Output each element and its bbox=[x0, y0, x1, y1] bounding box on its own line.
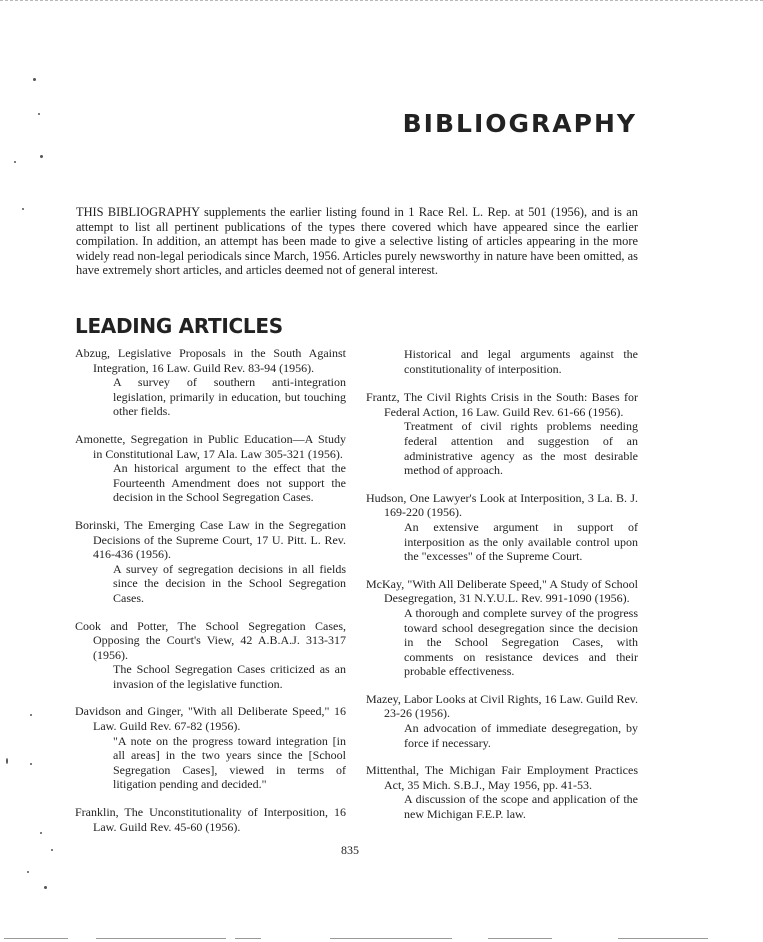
scan-edge-line bbox=[235, 938, 261, 939]
bibliography-entry bbox=[366, 692, 638, 750]
entry-annotation: A thorough and complete survey of the progress toward school desegregation since the decision in the School Segregation Cases, with comments on resistance devices and their probable effectiveness. bbox=[404, 605, 638, 679]
entry-citation: Abzug, Legislative Proposals in the South Against Integration, 16 Law. Guild Rev. 83-94 (1956). bbox=[75, 346, 346, 375]
scan-speck bbox=[6, 758, 8, 764]
bibliography-entry bbox=[75, 346, 346, 419]
bibliography-entry bbox=[366, 491, 638, 564]
scan-speck bbox=[40, 155, 43, 158]
entry-annotation: "A note on the progress toward integration [in all areas] in the two years since the [School Segregation Cases], viewed in terms of litigation pending and decided." bbox=[113, 733, 346, 792]
bibliography-entry bbox=[75, 432, 346, 505]
bibliography-entry bbox=[75, 805, 346, 834]
page-number: 835 bbox=[341, 843, 359, 857]
entry-citation: Mittenthal, The Michigan Fair Employment Practices Act, 35 Mich. S.B.J., May 1956, pp. 41-53. bbox=[366, 763, 638, 792]
entry-annotation: Treatment of civil rights problems needing federal attention and suggestion of an administrative agency as the most desirable method of approach. bbox=[404, 419, 638, 478]
scan-speck bbox=[14, 161, 16, 163]
scan-edge-line bbox=[4, 938, 68, 939]
scan-speck bbox=[38, 113, 40, 115]
entry-annotation: An advocation of immediate desegregation, by force if necessary. bbox=[404, 721, 638, 750]
entry-annotation: A survey of southern anti-integration legislation, primarily in education, but touching other fields. bbox=[113, 375, 346, 419]
scan-speck bbox=[40, 832, 42, 834]
scan-speck bbox=[30, 763, 32, 765]
entry-annotation: An extensive argument in support of interposition as the only available control upon the "excesses" of the Supreme Court. bbox=[404, 519, 638, 564]
scan-edge-line bbox=[618, 938, 708, 939]
scan-speck bbox=[30, 714, 32, 716]
bibliography-entry-continued bbox=[366, 347, 638, 376]
scan-edge-line bbox=[488, 938, 552, 939]
scan-speck bbox=[33, 78, 36, 81]
bibliography-entry bbox=[366, 390, 638, 478]
scan-edge-dashes bbox=[0, 0, 763, 2]
page-title: BIBLIOGRAPHY bbox=[402, 109, 637, 138]
entry-citation: Franklin, The Unconstitutionality of Interposition, 16 Law. Guild Rev. 45-60 (1956). bbox=[75, 805, 346, 834]
bibliography-entry bbox=[75, 518, 346, 606]
bibliography-entry bbox=[75, 619, 346, 692]
scan-speck bbox=[22, 208, 24, 210]
bibliography-entry bbox=[366, 763, 638, 821]
entry-citation: Amonette, Segregation in Public Education—A Study in Constitutional Law, 17 Ala. Law 305-321 (1956). bbox=[75, 431, 346, 461]
left-column bbox=[75, 346, 346, 847]
entry-citation: Mazey, Labor Looks at Civil Rights, 16 Law. Guild Rev. 23-26 (1956). bbox=[366, 691, 638, 721]
intro-paragraph: THIS BIBLIOGRAPHY supplements the earlier listing found in 1 Race Rel. L. Rep. at 501 (1956), and is an attempt to list all pertinent publications of the types there covered which have appeared since the earlier compilation. In addition, an attempt has been made to give a selective listing of articles appearing in the more widely read non-legal periodicals since March, 1956. Articles purely newsworthy in nature have been omitted, as have extremely short articles, and articles deemed not of general interest. bbox=[76, 205, 638, 278]
entry-citation: McKay, "With All Deliberate Speed," A Study of School Desegregation, 31 N.Y.U.L. Rev. 991-1090 (1956). bbox=[366, 576, 638, 606]
entry-citation: Frantz, The Civil Rights Crisis in the South: Bases for Federal Action, 16 Law. Guild Rev. 61-66 (1956). bbox=[366, 390, 638, 419]
scan-edge-line bbox=[96, 938, 226, 939]
bibliography-entry bbox=[75, 704, 346, 792]
section-heading: LEADING ARTICLES bbox=[75, 314, 283, 338]
entry-annotation: A survey of segregation decisions in all fields since the decision in the School Segregation Cases. bbox=[113, 561, 346, 605]
scan-speck bbox=[44, 886, 47, 889]
entry-citation: Cook and Potter, The School Segregation Cases, Opposing the Court's View, 42 A.B.A.J. 313-317 (1956). bbox=[75, 618, 346, 662]
entry-citation: Borinski, The Emerging Case Law in the Segregation Decisions of the Supreme Court, 17 U. Pitt. L. Rev. 416-436 (1956). bbox=[75, 517, 346, 562]
entry-annotation: The School Segregation Cases criticized as an invasion of the legislative function. bbox=[113, 662, 346, 691]
entry-annotation: Historical and legal arguments against the constitutionality of interposition. bbox=[404, 347, 638, 376]
bibliography-entry bbox=[366, 577, 638, 679]
entry-citation: Hudson, One Lawyer's Look at Interposition, 3 La. B. J. 169-220 (1956). bbox=[366, 490, 638, 520]
scan-speck bbox=[51, 849, 53, 851]
scan-speck bbox=[27, 871, 29, 873]
entry-citation: Davidson and Ginger, "With all Deliberate Speed," 16 Law. Guild Rev. 67-82 (1956). bbox=[75, 704, 346, 734]
right-column bbox=[366, 347, 638, 835]
entry-annotation: A discussion of the scope and application of the new Michigan F.E.P. law. bbox=[404, 792, 638, 822]
scan-edge-line bbox=[330, 938, 452, 939]
entry-annotation: An historical argument to the effect that the Fourteenth Amendment does not support the decision in the School Segregation Cases. bbox=[113, 461, 346, 505]
